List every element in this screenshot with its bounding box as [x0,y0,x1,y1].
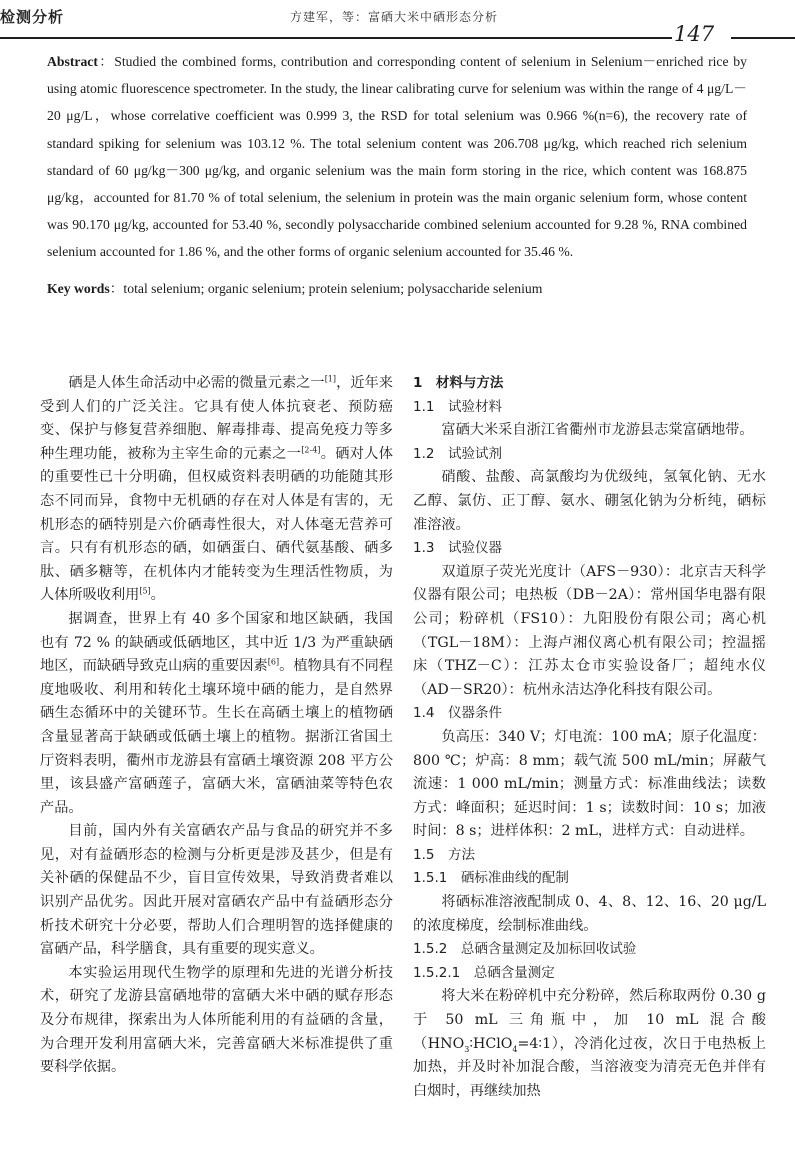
subsection-heading-1-5-2: 1.5.2 总硒含量测定及加标回收试验 [413,941,637,958]
subscript: 4 [512,1044,518,1054]
keywords [47,279,747,299]
intro-paragraph-1: 硒是人体生命活动中必需的微量元素之一[1]，近年来受到人们的广泛关注。它具有使人体抗衰老、预防癌变、保护与修复营养细胞、解毒排毒、提高免疫力等多种生理功能，被称为主宰生命的元素之一[2-4]。硒对人体的重要性已十分明确，但权威资料表明硒的功能随其形态不同而异，食物中无机硒的存在对人体是有害的，无机形态的硒特别是六价硒毒性很大，对人体毫无营养可言。只有有机形态的硒，如硒蛋白、硒代氨基酸、硒多肽、硒多糖等，在机体内才能转变为生理活性物质，为人体所吸收利用[5]。 [40,374,393,604]
section-heading-1: 1 材料与方法 [413,375,504,391]
paragraph-1-4: 负高压：340 V；灯电流：100 mA；原子化温度：800 ℃；炉高：8 mm；载气流 500 mL/min；屏蔽气流速：1 000 mL/min；测量方式：标准曲线法；读数方式：峰面积；延迟时间：1 s；读数时间：10 s；加液时间：8 s；进样体积：2 mL，进样方式：自动进样。 [413,728,766,840]
subsection-heading-1-5: 1.5 方法 [413,846,475,863]
intro-paragraph-2: 据调查，世界上有 40 多个国家和地区缺硒，我国也有 72 % 的缺硒或低硒地区，其中近 1/3 为严重缺硒地区，而缺硒导致克山病的重要因素[6]。植物具有不同程度地吸收、利用和转化土壤环境中硒的能力，是自然界硒生态循环中的关键环节。生长在高硒土壤上的植物硒含量显著高于缺硒或低硒土壤上的植物。据浙江省国土厅资料表明，衢州市龙游县有富硒土壤资源 208 平方公里，该县盛产富硒莲子，富硒大米，富硒油菜等特色农产品。 [40,610,393,816]
paragraph-1-5-2-1: 将大米在粉碎机中充分粉碎，然后称取两份 0.30 g 于 50 mL 三角瓶中，加 10 mL 混合酸$(HNO_3∶HClO_4=4∶1)$，冷消化过夜，次日于电热板上加热，并及时补加混合酸，当溶液变为清亮无色并伴有白烟时，再继续加热 [413,988,766,1099]
keywords-label: Key words [47,281,110,296]
paragraph-1-1: 富硒大米采自浙江省衢州市龙游县志棠富硒地带。 [441,422,754,439]
citation: [1] [324,374,337,384]
citation: [5] [139,586,151,596]
header-rule-left [0,37,672,39]
intro-paragraph-3: 目前，国内外有关富硒农产品与食品的研究并不多见，对有益硒形态的检测与分析更是涉及甚少，但是有关补硒的保健品不少，盲目宣传效果，导致消费者难以识别产品优劣。因此开展对富硒农产品中有益硒形态分析技术研究十分必要，帮助人们合理明智的选择健康的富硒产品，科学膳食，具有重要的现实意义。 [40,823,393,958]
left-column [40,372,393,1080]
page-header [0,0,795,44]
subsection-heading-1-5-2-1: 1.5.2.1 总硒含量测定 [413,964,555,981]
paragraph-1-3: 双道原子荧光光度计（AFS－930）：北京吉天科学仪器有限公司；电热板（DB－2A）：常州国华电器有限公司；粉碎机（FS10）：九阳股份有限公司；离心机（TGL－18M）：上海卢湘仪离心机有限公司；控温摇床（THZ－C）：江苏太仓市实验设备厂；超纯水仪（AD－SR20）：杭州永洁达净化科技有限公司。 [413,563,766,698]
journal-section-label: 检测分析 [0,8,65,26]
paragraph-1-2: 硝酸、盐酸、高氯酸均为优级纯，氢氧化钠、无水乙醇、氯仿、正丁醇、氨水、硼氢化钠为分析纯，硒标准溶液。 [413,469,766,533]
header-rule-right [731,37,795,39]
intro-paragraph-4: 本实验运用现代生物学的原理和先进的光谱分析技术，研究了龙游县富硒地带的富硒大米中硒的赋存形态及分布规律，探索出为人体所能利用的有益硒的含量，为合理开发利用富硒大米，完善富硒大米标准提供了重要科学依据。 [40,964,393,1076]
paragraph-1-5-1: 将硒标准溶液配制成 0、4、8、12、16、20 μg/L 的浓度梯度，绘制标准曲线。 [413,894,766,934]
subsection-heading-1-2: 1.2 试验试剂 [413,445,502,462]
abstract-label: Abstract [47,54,98,69]
abstract [47,48,747,266]
keywords-text: ：total selenium; organic selenium; protein selenium; polysaccharide selenium [109,281,543,296]
abstract-text: ：Studied the combined forms, contribution and corresponding content of selenium in Selenium－enriched rice by using atomic fluorescence spectrometer. In the study, the linear calibrating curve for selenium was within the range of 4 μg/L－20 μg/L，whose correlative coefficient was 0.999 3, the RSD for total selenium was 0.966 %(n=6), the recovery rate of standard spiking for selenium was 103.12 %. The total selenium content was 206.708 μg/kg, which reached rich selenium standard of 60 μg/kg－300 μg/kg, and organic selenium was the main form storing in the rice, which content was 168.875 μg/kg，accounted for 81.70 % of total selenium, the selenium in protein was the main organic selenium form, whose content was 90.170 μg/kg, accounted for 53.40 %, secondly polysaccharide combined selenium accounted for 9.28 %, RNA combined selenium accounted for 1.86 %, and the other forms of organic selenium accounted for 35.46 %. [47,54,747,260]
subsection-heading-1-4: 1.4 仪器条件 [413,705,502,722]
page-number: 147 [674,22,715,46]
right-column [413,372,766,1103]
subsection-heading-1-5-1: 1.5.1 硒标准曲线的配制 [413,870,569,887]
citation: [6] [267,657,280,667]
running-title: 方建军，等：富硒大米中硒形态分析 [290,10,499,24]
subsection-heading-1-1: 1.1 试验材料 [413,398,502,415]
subsection-heading-1-3: 1.3 试验仪器 [413,540,502,557]
citation: [2-4] [301,445,321,455]
subscript: 3 [464,1044,470,1054]
